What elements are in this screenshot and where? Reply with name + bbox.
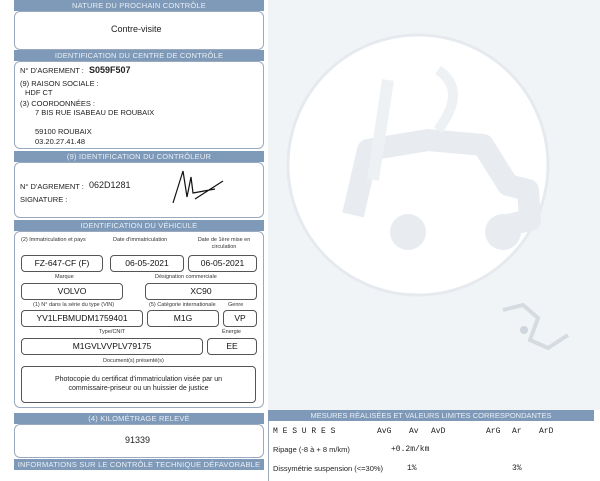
dissymetrie-ar: 3%: [512, 464, 522, 473]
next-control-box: [14, 11, 264, 50]
designation-field: XC90: [145, 283, 257, 300]
marque-label: Marque: [55, 274, 74, 280]
coordonnees-label: (3) COORDONNÉES :: [20, 99, 96, 108]
defects-header: INFORMATIONS SUR LE CONTRÔLE TECHNIQUE DÉFAVORABLE: [14, 459, 264, 470]
categorie-field: M1G: [147, 310, 219, 327]
col-ar: Ar: [512, 427, 522, 436]
controleur-header: (9) IDENTIFICATION DU CONTRÔLEUR: [14, 151, 264, 162]
watermark-logo-icon: [268, 0, 600, 410]
controleur-box: [14, 162, 264, 218]
next-control-value: Contre-visite: [111, 24, 162, 34]
col-avg: AvG: [377, 427, 392, 436]
centre-phone: 03.20.27.41.48: [35, 137, 86, 146]
immat-field: FZ-647-CF (F): [21, 255, 103, 272]
next-control-header: NATURE DU PROCHAIN CONTRÔLE: [14, 0, 264, 11]
measures-box: [268, 421, 595, 481]
raison-sociale-label: (9) RAISON SOCIALE :: [20, 79, 99, 88]
dissymetrie-label: Dissymétrie suspension (<=30%): [273, 464, 384, 473]
watermark-area: [268, 0, 600, 410]
genre-field: VP: [223, 310, 257, 327]
signature-icon: [165, 163, 225, 209]
type-field: M1GVLVVPLV79175: [21, 338, 203, 355]
date-first-field: 06-05-2021: [188, 255, 257, 272]
vehicule-box: [14, 231, 264, 408]
col-av: Av: [409, 427, 419, 436]
col-ard: ArD: [539, 427, 554, 436]
ripage-label: Ripage (-8 à + 8 m/km): [273, 445, 350, 454]
kilometrage-value: 91339: [125, 435, 151, 445]
kilometrage-box: [14, 424, 264, 458]
col-arg: ArG: [486, 427, 501, 436]
marque-field: VOLVO: [21, 283, 123, 300]
type-label: Type/CNIT: [99, 329, 126, 335]
docs-line1: Photocopie du certificat d'immatriculation visée par un: [54, 376, 223, 383]
col-avd: AvD: [431, 427, 446, 436]
report-left-column: [10, 0, 268, 470]
vin-label: (1) N° dans la série du type (VIN): [33, 302, 115, 308]
energie-field: EE: [207, 338, 257, 355]
immat-label: (2) Immatriculation et pays: [21, 237, 86, 243]
controleur-agrement-value: 062D1281: [89, 180, 131, 190]
controleur-agrement-label: N° D'AGREMENT :: [20, 182, 84, 191]
energie-label: Énergie: [222, 329, 241, 335]
vehicule-header: IDENTIFICATION DU VÉHICULE: [14, 220, 264, 231]
centre-box: [14, 61, 264, 149]
dissymetrie-av: 1%: [407, 464, 417, 473]
categorie-label: (5) Catégorie internationale: [149, 302, 216, 308]
kilometrage-header: (4) KILOMÉTRAGE RELEVÉ: [14, 413, 264, 424]
centre-agrement-label: N° D'AGREMENT :: [20, 66, 84, 75]
address-line2: 59100 ROUBAIX: [35, 127, 92, 136]
ripage-av: +0.2m/km: [391, 445, 430, 454]
raison-sociale-value: HDF CT: [25, 88, 53, 97]
designation-label: Désignation commerciale: [155, 274, 217, 280]
date-first-label: Date de 1ère mise en circulation: [197, 237, 251, 250]
centre-header: IDENTIFICATION DU CENTRE DE CONTRÔLE: [14, 50, 264, 61]
centre-agrement-value: S059F507: [89, 65, 131, 75]
genre-label: Genre: [228, 302, 244, 308]
docs-line2: commissaire-priseur ou un huissier de justice: [68, 385, 209, 392]
address-line1: 7 BIS RUE ISABEAU DE ROUBAIX: [35, 108, 155, 117]
date-immat-label: Date d'immatriculation: [113, 237, 168, 243]
measures-title: M E S U R E S: [273, 427, 336, 436]
vin-field: YV1LFBMUDM1759401: [21, 310, 143, 327]
measures-header: MESURES RÉALISÉES ET VALEURS LIMITES CORRESPONDANTES: [268, 410, 594, 421]
docs-label: Document(s) présenté(s): [103, 358, 164, 364]
date-immat-field: 06-05-2021: [110, 255, 184, 272]
docs-box: [21, 366, 256, 403]
signature-label: SIGNATURE :: [20, 195, 68, 204]
